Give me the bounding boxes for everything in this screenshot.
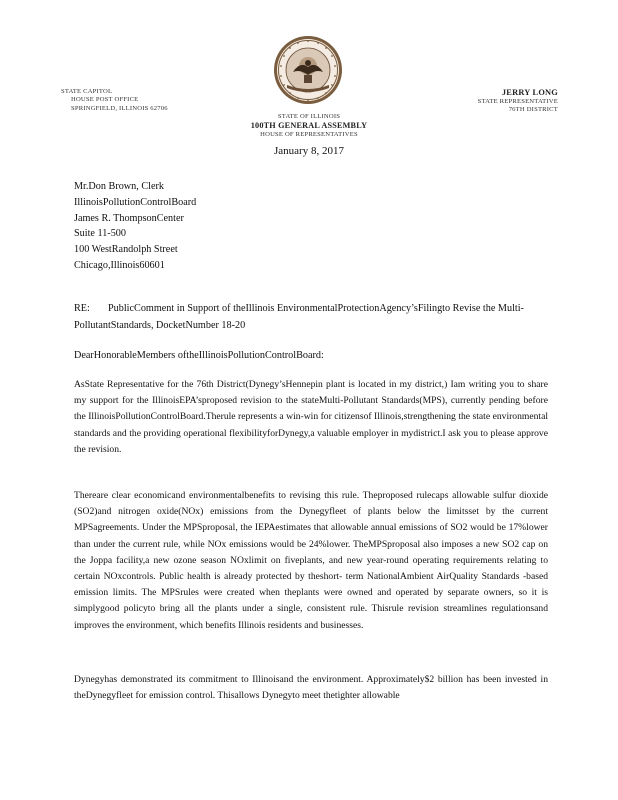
subject-line: [74, 300, 554, 334]
letterhead-state: STATE OF ILLINOIS: [277, 113, 341, 120]
salutation: DearHonorableMembers oftheIllinoisPollutionControlBoard:: [74, 350, 324, 361]
letterhead-assembly: [209, 113, 409, 139]
recipient-address: [74, 179, 196, 274]
recipient-line: James R. ThompsonCenter: [74, 212, 184, 224]
letter-date: January 8, 2017: [274, 145, 344, 157]
letterhead-house: HOUSE OF REPRESENTATIVES: [260, 130, 358, 138]
letterhead-address: [61, 88, 168, 113]
recipient-line: Mr.Don Brown, Clerk: [74, 181, 164, 192]
body-paragraph: Dynegyhas demonstrated its commitment to Illinoisand the environment. Approximately$2 billion has been invested in theDynegyfleet for emission control. Thisallows Dynegyto meet thetighter allowable: [74, 674, 548, 702]
letterhead-general-assembly: 100TH GENERAL ASSEMBLY: [250, 121, 368, 131]
body-paragraph: Thereare clear economicand environmentalbenefits to revising this rule. Theproposed rulecaps allowable sulfur dioxide (SO2)and nitrogen oxide(NOx) emissions from the Dynegyfleet of plants below the limitsset by the current MPSagreements. Under the MPSproposal, the IEPAestimates that allowable annual emissions of SO2 would be 17%lower than under the current rule, while NOx emissions would be 24%lower. TheMPSproposal also imposes a new SO2 cap on the Joppa facility,a new ozone season NOxlimit on fiveplants, and new year-round operating requirements relating to certain NOxcontrols. Public health is already protected by theshort- term NationalAmbient AirQuality Standards -based emission limits. The MPSrules were created when theplants were owned and operated by separate owners, so it is simplygood policyto bring all the plants under a single, consistent rule. Thisrule revision streamlines regulationsand improves the environment, which benefits Illinois residents and businesses.: [74, 490, 548, 631]
body-paragraph: AsState Representative for the 76th District(Dynegy’sHennepin plant is located in my district,) Iam writing you to share my support for the IllinoisEPA’sproposed revision to the stateMulti-Pollutant Standards(MPS), currently pending before the IllinoisPollutionControlBoard.Therule represents a win-win for citizensof Illinois,strengthening the state environmental standards and the providing operational flexibilityforDynegy,a valuable employer in mydistrict.I ask you to please approve the revision.: [74, 379, 548, 455]
letterhead-address-line: STATE CAPITOL: [61, 88, 113, 95]
letterhead-address-line: SPRINGFIELD, ILLINOIS 62706: [71, 104, 168, 112]
recipient-line: 100 WestRandolph Street: [74, 244, 178, 256]
subject-label: RE:: [74, 303, 90, 314]
letterhead-address-line: HOUSE POST OFFICE: [71, 96, 139, 104]
recipient-line: IllinoisPollutionControlBoard: [74, 196, 197, 208]
illinois-house-seal: [273, 35, 343, 105]
letterhead-representative: [478, 87, 558, 115]
subject-text: PublicComment in Support of theIllinois EnvironmentalProtectionAgency’sFilingto Revise the Multi-PollutantStandards, DocketNumber 18-20: [74, 303, 524, 331]
representative-title: STATE REPRESENTATIVE: [477, 98, 558, 105]
representative-district: 76TH DISTRICT: [508, 106, 558, 114]
representative-name: JERRY LONG: [501, 88, 558, 97]
recipient-line: Suite 11-500: [74, 228, 126, 240]
recipient-line: Chicago,Illinois60601: [74, 259, 165, 271]
